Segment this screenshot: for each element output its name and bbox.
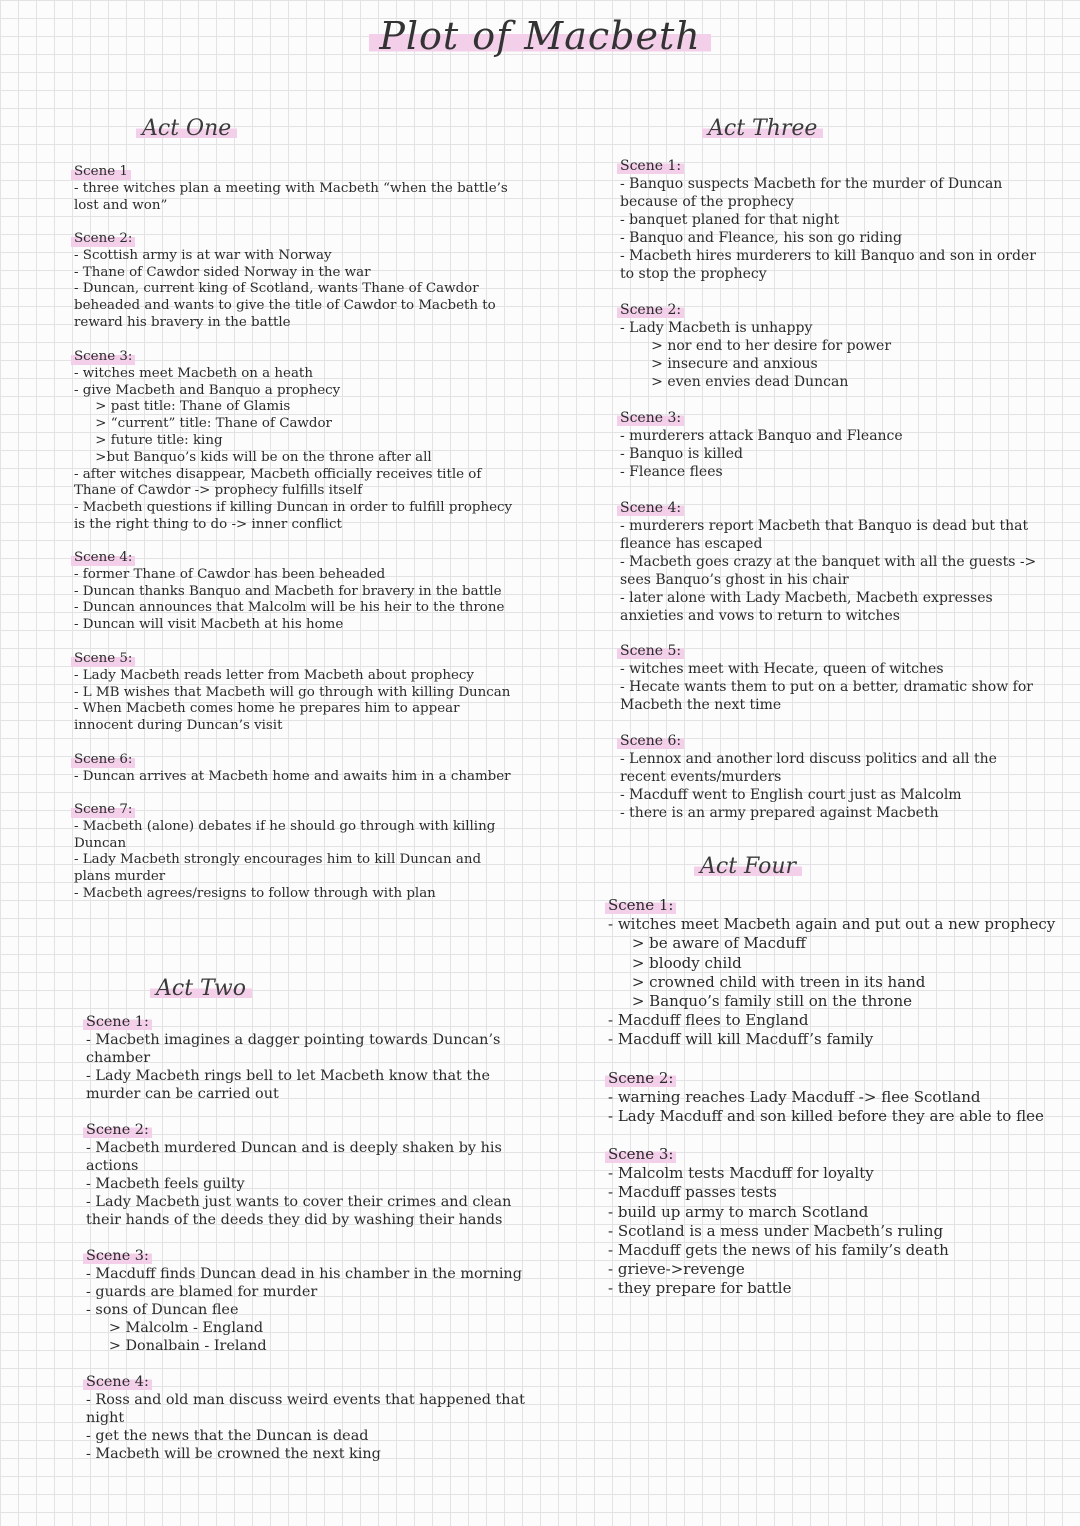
scene-line: - there is an army prepared against Macbeth	[620, 805, 939, 821]
scene-heading: Scene 4:	[83, 1373, 152, 1391]
scene-line: - Lady Macbeth just wants to cover their crimes and clean	[86, 1194, 512, 1210]
scene-line: - guards are blamed for murder	[86, 1284, 318, 1300]
scene-line: - Macduff passes tests	[608, 1183, 777, 1202]
scene-line: - Macbeth murdered Duncan and is deeply shaken by his	[86, 1140, 502, 1156]
scene-line: - they prepare for battle	[608, 1279, 792, 1298]
act-three-scene-2	[620, 299, 1060, 391]
scene-heading: Scene 4:	[71, 550, 135, 567]
page-title: Plot of Macbeth	[0, 14, 1080, 58]
scene-line: - Lady Macbeth reads letter from Macbeth about prophecy	[74, 667, 474, 683]
act-three-scene-3	[620, 407, 1060, 481]
scene-line: plans murder	[74, 869, 166, 885]
scene-line: - When Macbeth comes home he prepares him to appear	[74, 701, 460, 717]
scene-line: > be aware of Macduff	[608, 934, 806, 953]
scene-line: - Macbeth questions if killing Duncan in order to fulfill prophecy	[74, 500, 513, 516]
scene-line: - Scottish army is at war with Norway	[74, 247, 332, 263]
act-three-scene-6	[620, 730, 1060, 822]
scene-heading: Scene 2:	[605, 1069, 676, 1088]
scene-line: reward his bravery in the battle	[74, 314, 291, 330]
scene-line: - Malcolm tests Macduff for loyalty	[608, 1164, 874, 1183]
scene-line: because of the prophecy	[620, 194, 794, 210]
scene-heading: Scene 2:	[83, 1121, 152, 1139]
scene-line: - Duncan, current king of Scotland, wants Thane of Cawdor	[74, 281, 479, 297]
scene-line: - get the news that the Duncan is dead	[86, 1428, 369, 1444]
scene-line: - L MB wishes that Macbeth will go through with killing Duncan	[74, 684, 511, 700]
scene-line: - murderers report Macbeth that Banquo is dead but that	[620, 518, 1029, 534]
scene-heading: Scene 1:	[605, 896, 676, 915]
scene-heading: Scene 2:	[617, 301, 684, 319]
act-three-scene-1	[620, 155, 1060, 283]
scene-line: night	[86, 1410, 125, 1426]
act-one-scene-3	[74, 345, 544, 534]
scene-line: - three witches plan a meeting with Macbeth “when the battle’s	[74, 180, 508, 196]
scene-line: - Banquo is killed	[620, 446, 743, 462]
scene-line: - Duncan thanks Banquo and Macbeth for bravery in the battle	[74, 583, 502, 599]
scene-line: - Lennox and another lord discuss politics and all the	[620, 751, 997, 767]
scene-line: anxieties and vows to return to witches	[620, 608, 900, 624]
scene-line: - banquet planed for that night	[620, 212, 840, 228]
scene-line: - Duncan announces that Malcolm will be his heir to the throne	[74, 600, 505, 616]
scene-line: - sons of Duncan flee	[86, 1302, 239, 1318]
scene-line: fleance has escaped	[620, 536, 763, 552]
scene-line: - Lady Macduff and son killed before they are able to flee	[608, 1107, 1044, 1126]
scene-line: actions	[86, 1158, 139, 1174]
act-two-scene-1	[86, 1011, 546, 1103]
scene-line: - Macduff gets the news of his family’s death	[608, 1241, 949, 1260]
scene-line: - Lady Macbeth is unhappy	[620, 320, 813, 336]
scene-line: Macbeth the next time	[620, 697, 782, 713]
scene-line: - witches meet Macbeth on a heath	[74, 365, 313, 381]
scene-line: - later alone with Lady Macbeth, Macbeth expresses	[620, 590, 993, 606]
scene-line: > past title: Thane of Glamis	[74, 399, 291, 415]
act-three-scene-4	[620, 497, 1060, 625]
scene-heading: Scene 4:	[617, 499, 684, 517]
scene-heading: Scene 6:	[617, 732, 684, 750]
scene-line: - build up army to march Scotland	[608, 1202, 869, 1221]
scene-heading: Scene 7:	[71, 802, 135, 819]
scene-heading: Scene 1:	[83, 1013, 152, 1031]
scene-line: > insecure and anxious	[620, 356, 818, 372]
scene-line: > nor end to her desire for power	[620, 338, 892, 354]
scene-line: - Macbeth hires murderers to kill Banquo and son in order	[620, 248, 1036, 264]
act-four-scene-3	[608, 1144, 1068, 1299]
scene-line: > Donalbain - Ireland	[86, 1338, 267, 1354]
act-one-scene-5	[74, 647, 544, 735]
scene-line: - murderers attack Banquo and Fleance	[620, 428, 903, 444]
scene-heading: Scene 3:	[617, 409, 684, 427]
scene-line: sees Banquo’s ghost in his chair	[620, 572, 849, 588]
scene-line: > crowned child with treen in its hand	[608, 972, 926, 991]
scene-line: - witches meet with Hecate, queen of witches	[620, 661, 944, 677]
scene-line: - Scotland is a mess under Macbeth’s ruling	[608, 1221, 944, 1240]
scene-heading: Scene 3:	[71, 349, 135, 366]
scene-line: - Macbeth agrees/resigns to follow through with plan	[74, 885, 436, 901]
scene-line: - Macbeth (alone) debates if he should go through with killing	[74, 818, 496, 834]
scene-heading: Scene 3:	[83, 1247, 152, 1265]
scene-line: - Lady Macbeth strongly encourages him to kill Duncan and	[74, 852, 482, 868]
scene-line: - Fleance flees	[620, 464, 723, 480]
scene-line: > Malcolm - England	[86, 1320, 264, 1336]
act-one-heading: Act One	[136, 116, 237, 141]
scene-line: their hands of the deeds they did by washing their hands	[86, 1212, 503, 1228]
scene-line: chamber	[86, 1050, 151, 1066]
scene-line: - Banquo suspects Macbeth for the murder of Duncan	[620, 176, 1003, 192]
scene-line: innocent during Duncan’s visit	[74, 718, 283, 734]
scene-line: - former Thane of Cawdor has been beheaded	[74, 566, 386, 582]
scene-line: - Macduff went to English court just as Malcolm	[620, 787, 962, 803]
scene-line: Duncan	[74, 835, 127, 851]
scene-line: - Macbeth feels guilty	[86, 1176, 245, 1192]
scene-line: - after witches disappear, Macbeth officially receives title of	[74, 466, 482, 482]
scene-line: - Ross and old man discuss weird events that happened that	[86, 1392, 525, 1408]
act-one-scene-1	[74, 160, 544, 214]
scene-heading: Scene 3:	[605, 1145, 676, 1164]
scene-line: > “current” title: Thane of Cawdor	[74, 416, 332, 432]
scene-line: recent events/murders	[620, 769, 782, 785]
scene-line: to stop the prophecy	[620, 266, 767, 282]
scene-line: - Macbeth goes crazy at the banquet with all the guests ->	[620, 554, 1037, 570]
scene-line: - warning reaches Lady Macduff -> flee Scotland	[608, 1088, 981, 1107]
scene-line: lost and won”	[74, 197, 168, 213]
scene-line: - grieve->revenge	[608, 1260, 745, 1279]
act-one-scene-6	[74, 748, 544, 786]
scene-line: > future title: king	[74, 432, 223, 448]
act-four-scene-1	[608, 895, 1068, 1050]
act-three-heading: Act Three	[702, 116, 823, 141]
scene-line: - Macbeth imagines a dagger pointing towards Duncan’s	[86, 1032, 501, 1048]
scene-heading: Scene 5:	[617, 642, 684, 660]
scene-line: - Duncan arrives at Macbeth home and awaits him in a chamber	[74, 768, 511, 784]
scene-line: - Lady Macbeth rings bell to let Macbeth know that the	[86, 1068, 490, 1084]
scene-heading: Scene 2:	[71, 231, 135, 248]
scene-heading: Scene 1	[71, 164, 131, 181]
act-one-scene-7	[74, 798, 544, 903]
scene-line: - Macbeth will be crowned the next king	[86, 1446, 381, 1462]
scene-line: beheaded and wants to give the title of Cawdor to Macbeth to	[74, 298, 496, 314]
act-three-scene-5	[620, 640, 1060, 714]
scene-line: - Duncan will visit Macbeth at his home	[74, 617, 344, 633]
scene-line: - Macduff will kill Macduff’s family	[608, 1030, 874, 1049]
act-two-scene-3	[86, 1245, 546, 1355]
scene-heading: Scene 5:	[71, 651, 135, 668]
scene-line: Thane of Cawdor -> prophecy fulfills itself	[74, 483, 363, 499]
scene-line: murder can be carried out	[86, 1086, 279, 1102]
scene-line: - Hecate wants them to put on a better, dramatic show for	[620, 679, 1033, 695]
scene-line: - give Macbeth and Banquo a prophecy	[74, 382, 341, 398]
act-two-heading: Act Two	[150, 976, 252, 1001]
scene-line: - Thane of Cawdor sided Norway in the war	[74, 264, 371, 280]
scene-line: > Banquo’s family still on the throne	[608, 992, 912, 1011]
scene-line: - Macduff finds Duncan dead in his chamber in the morning	[86, 1266, 522, 1282]
scene-line: > even envies dead Duncan	[620, 374, 849, 390]
act-one-scene-2	[74, 227, 544, 332]
scene-line: >but Banquo’s kids will be on the throne after all	[74, 449, 432, 465]
scene-line: - witches meet Macbeth again and put out a new prophecy	[608, 915, 1056, 934]
scene-line: - Macduff flees to England	[608, 1011, 809, 1030]
act-two-scene-4	[86, 1371, 546, 1463]
scene-line: is the right thing to do -> inner conflict	[74, 516, 342, 532]
scene-line: > bloody child	[608, 953, 742, 972]
act-four-heading: Act Four	[694, 854, 802, 879]
act-four-scene-2	[608, 1068, 1068, 1127]
scene-heading: Scene 6:	[71, 752, 135, 769]
act-one-scene-4	[74, 546, 544, 634]
act-two-scene-2	[86, 1119, 546, 1229]
scene-heading: Scene 1:	[617, 157, 684, 175]
scene-line: - Banquo and Fleance, his son go riding	[620, 230, 902, 246]
